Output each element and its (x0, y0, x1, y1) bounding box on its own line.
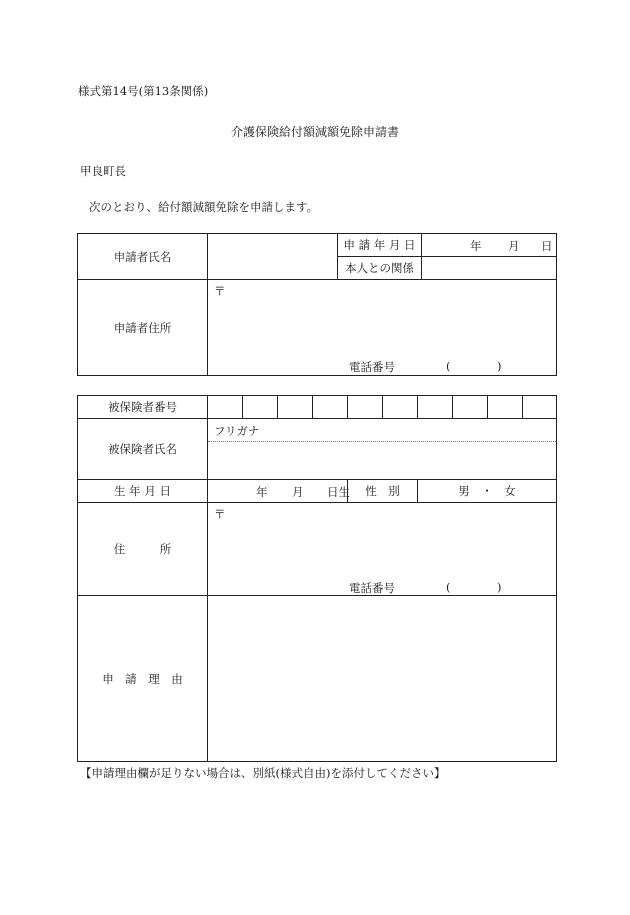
insured-number-digit[interactable] (278, 396, 313, 419)
insured-number-digit[interactable] (523, 396, 557, 419)
applicant-table (77, 233, 557, 376)
furigana-divider (208, 441, 556, 442)
insured-number-digit[interactable] (418, 396, 453, 419)
birth-month-unit: 月 (292, 485, 304, 499)
phone-open-paren: ( (446, 580, 451, 594)
reason-label: 申 請 理 由 (78, 596, 208, 762)
phone-close-paren: ) (497, 359, 502, 373)
applicant-address-field[interactable] (208, 280, 557, 376)
form-number: 様式第14号(第13条関係) (78, 84, 209, 98)
phone-label: 電話番号 (349, 360, 395, 374)
applicant-name-label: 申請者氏名 (78, 234, 208, 280)
addressee: 甲良町長 (80, 164, 126, 178)
birth-day-unit: 日生 (327, 485, 350, 499)
insured-number-label: 被保険者番号 (78, 396, 208, 419)
insured-address-field[interactable] (208, 503, 557, 596)
birth-year-unit: 年 (256, 485, 268, 499)
date-month-unit: 月 (508, 239, 520, 253)
applicant-name-field[interactable] (208, 234, 338, 280)
insured-number-digit[interactable] (208, 396, 243, 419)
footnote: 【申請理由欄が足りない場合は、別紙(様式自由)を添付してください】 (80, 766, 446, 780)
insured-number-digit[interactable] (348, 396, 383, 419)
intro-text: 次のとおり、給付額減額免除を申請します。 (89, 200, 319, 214)
insured-name-field[interactable] (208, 419, 557, 480)
insured-number-digit[interactable] (488, 396, 523, 419)
reason-field[interactable] (208, 596, 557, 762)
phone-close-paren: ) (497, 580, 502, 594)
phone-open-paren: ( (446, 359, 451, 373)
relation-field[interactable] (422, 257, 557, 280)
insured-table (77, 395, 557, 762)
phone-label: 電話番号 (349, 581, 395, 595)
insured-number-digit[interactable] (453, 396, 488, 419)
application-date-label: 申 請 年 月 日 (338, 234, 422, 257)
date-day-unit: 日 (541, 239, 553, 253)
sex-options[interactable]: 男 ・ 女 (418, 480, 557, 503)
birth-date-field[interactable] (208, 480, 348, 503)
insured-address-label: 住 所 (78, 503, 208, 596)
postal-mark: 〒 (214, 284, 226, 298)
insured-name-label: 被保険者氏名 (78, 419, 208, 480)
postal-mark: 〒 (214, 507, 226, 521)
relation-label: 本人との関係 (338, 257, 422, 280)
furigana-label: フリガナ (214, 424, 260, 438)
birth-date-label: 生 年 月 日 (78, 480, 208, 503)
application-date-field[interactable] (422, 234, 557, 257)
sex-label: 性 別 (348, 480, 418, 503)
insured-number-digit[interactable] (243, 396, 278, 419)
document-title: 介護保険給付額減額免除申請書 (231, 125, 400, 139)
insured-number-digit[interactable] (383, 396, 418, 419)
applicant-address-label: 申請者住所 (78, 280, 208, 376)
insured-number-digit[interactable] (313, 396, 348, 419)
date-year-unit: 年 (470, 239, 482, 253)
